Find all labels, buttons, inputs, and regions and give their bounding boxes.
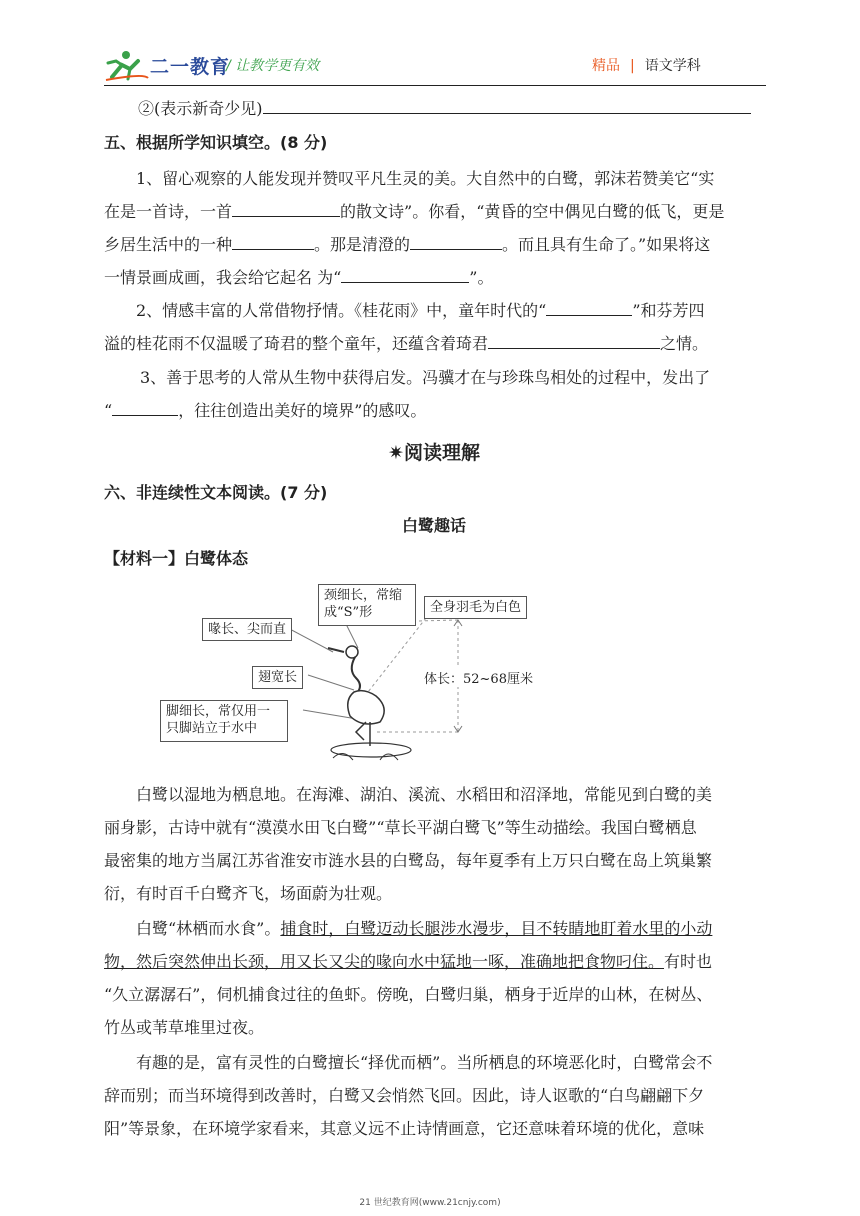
q5-p3-line1: 3、善于思考的人常从生物中获得启发。冯骥才在与珍珠鸟相处的过程中，发出了 xyxy=(140,368,711,387)
text: ”。 xyxy=(469,268,494,287)
q5-title: 五、根据所学知识填空。(8 分) xyxy=(104,133,328,152)
egret-diagram xyxy=(158,582,558,772)
q5-p1-line2 xyxy=(104,201,764,223)
q5-p1-line3 xyxy=(104,234,764,256)
article-title: 白鹭趣话 xyxy=(401,516,466,535)
text: ”和芬芳四 xyxy=(632,301,705,320)
underlined-text: 物，然后突然伸出长颈，用又长又尖的喙向水中猛地一啄，准确地把食物叼住。 xyxy=(104,952,665,971)
text: 乡居生活中的一种 xyxy=(104,235,233,254)
text: 在是一首诗，一首 xyxy=(104,202,233,221)
text: 。而且具有生命了。”如果将这 xyxy=(502,235,711,254)
text: “ xyxy=(104,401,113,420)
para-a-line2: 丽身影，古诗中就有“漠漠水田飞白鹭”“草长平湖白鹭飞”等生动描绘。我国白鹭栖息 xyxy=(104,818,697,837)
feather-label: 全身羽毛为白色 xyxy=(424,596,527,619)
text: 之情。 xyxy=(660,334,709,353)
logo-text: 二一教育 xyxy=(150,56,231,78)
subject-label: 语文学科 xyxy=(644,58,701,74)
header-right xyxy=(592,55,701,75)
text: 。那是清澄的 xyxy=(314,235,411,254)
beak-label: 喙长、尖而直 xyxy=(202,618,292,641)
q6-title: 六、非连续性文本阅读。(7 分) xyxy=(104,483,328,502)
page-header xyxy=(0,0,860,100)
para-b-line4: 竹丛或苇草堆里过夜。 xyxy=(104,1018,265,1037)
blank-2[interactable] xyxy=(232,234,314,250)
text: 2、情感丰富的人常借物抒情。《桂花雨》中，童年时代的“ xyxy=(136,301,547,320)
underlined-text: 捕食时，白鹭迈动长腿涉水漫步，目不转睛地盯着水里的小动 xyxy=(280,919,713,938)
q5-p1-line4 xyxy=(104,267,764,289)
material-1-label: 【材料一】白鹭体态 xyxy=(104,549,249,568)
slogan: / 让教学更有效 xyxy=(226,58,320,74)
text: 白鹭“林栖而水食”。 xyxy=(136,919,281,938)
blank-3[interactable] xyxy=(410,234,502,250)
para-a-line1: 白鹭以湿地为栖息地。在海滩、湖泊、溪流、水稻田和沼泽地，常能见到白鹭的美 xyxy=(136,785,713,804)
q5-p3-line2 xyxy=(104,400,764,422)
answer-line-2 xyxy=(138,98,798,120)
blank-7[interactable] xyxy=(112,400,178,416)
blank-1[interactable] xyxy=(232,201,340,217)
para-b-line3: “久立潺潺石”，伺机捕食过往的鱼虾。傍晚，白鹭归巢，栖身于近岸的山林，在树丛、 xyxy=(104,985,713,1004)
para-c-line2: 辞而别；而当环境得到改善时，白鹭又会悄然飞回。因此，诗人讴歌的“白鸟翩翩下夕 xyxy=(104,1086,705,1105)
header-divider: | xyxy=(630,58,635,74)
para-a-line4: 衍，有时百千白鹭齐飞，场面蔚为壮观。 xyxy=(104,884,393,903)
legs-label: 脚细长，常仅用一只脚站立于水中 xyxy=(160,700,288,742)
q5-p2-line1 xyxy=(136,300,796,322)
para-b-line1 xyxy=(136,918,796,940)
text: 的散文诗”。你看，“黄昏的空中偶见白鹭的低飞，更是 xyxy=(340,202,725,221)
q5-p2-line2 xyxy=(104,333,764,355)
neck-label: 颈细长，常缩成“S”形 xyxy=(318,584,416,626)
blank-6[interactable] xyxy=(488,333,660,349)
answer-prompt: ②(表示新奇少见) xyxy=(138,99,263,118)
para-c-line1: 有趣的是，富有灵性的白鹭擅长“择优而栖”。当所栖息的环境恶化时，白鹭常会不 xyxy=(136,1053,713,1072)
header-rule xyxy=(104,85,766,86)
text: 一情景画成画，我会给它起名 为“ xyxy=(104,268,342,287)
section-heading: ✷阅读理解 xyxy=(388,442,480,464)
quality-badge: 精品 xyxy=(592,58,620,74)
text: 有时也 xyxy=(664,952,713,971)
text: 溢的桂花雨不仅温暖了琦君的整个童年，还蕴含着琦君 xyxy=(104,334,489,353)
para-b-line2 xyxy=(104,951,764,973)
answer-blank[interactable] xyxy=(263,98,751,114)
text: ，往往创造出美好的境界”的感叹。 xyxy=(178,401,427,420)
q5-p1-line1: 1、留心观察的人能发现并赞叹平凡生灵的美。大自然中的白鹭，郭沫若赞美它“实 xyxy=(136,169,715,188)
length-label: 体长：52~68厘米 xyxy=(420,668,537,687)
blank-5[interactable] xyxy=(546,300,632,316)
wing-label: 翅宽长 xyxy=(252,666,303,689)
page-footer: 21 世纪教育网(www.21cnjy.com) xyxy=(359,1198,501,1208)
para-a-line3: 最密集的地方当属江苏省淮安市涟水县的白鹭岛，每年夏季有上万只白鹭在岛上筑巢繁 xyxy=(104,851,713,870)
blank-4[interactable] xyxy=(341,267,469,283)
para-c-line3: 阳”等景象，在环境学家看来，其意义远不止诗情画意，它还意味着环境的优化，意味 xyxy=(104,1119,705,1138)
